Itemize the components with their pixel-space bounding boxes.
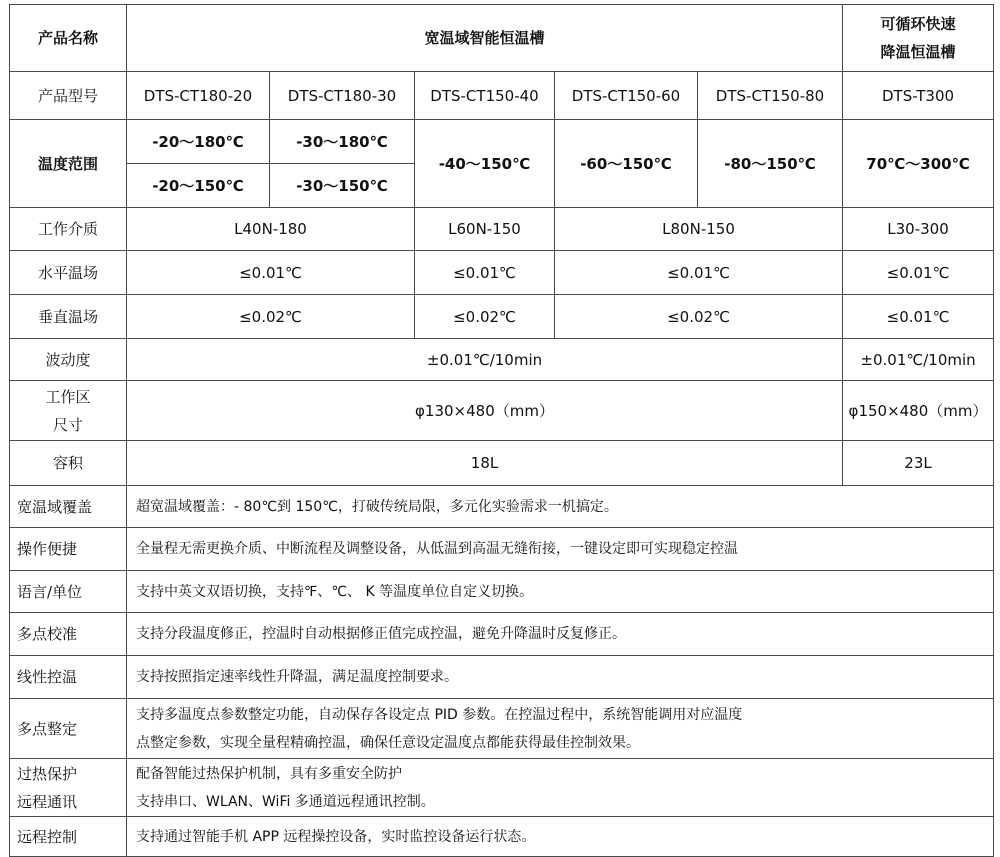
- feature-label-remote: 远程控制: [10, 817, 127, 857]
- feature-row-linear: [10, 656, 994, 699]
- feature-label-protection-line1: 过热保护: [17, 764, 78, 783]
- fast-title-line1: 可循环快速: [880, 15, 956, 33]
- feature-row-remote: [10, 817, 994, 857]
- work-size-label-line1: 工作区: [45, 387, 91, 406]
- vertical-field-ct150-40: ≤0.02℃: [415, 295, 555, 339]
- work-size-row: [10, 381, 994, 441]
- model-ct180-20: DTS-CT180-20: [127, 72, 270, 120]
- horizontal-field-row: [10, 251, 994, 295]
- work-size-ct-series: φ130×480（mm）: [127, 381, 843, 441]
- temp-range-label: 温度范围: [10, 120, 127, 208]
- horizontal-field-ct150-40: ≤0.01℃: [415, 251, 555, 295]
- horizontal-field-t300: ≤0.01℃: [843, 251, 994, 295]
- vertical-field-ct150-60-80: ≤0.02℃: [555, 295, 843, 339]
- feature-label-tuning: 多点整定: [10, 699, 127, 759]
- feature-text-calibration: 支持分段温度修正，控温时自动根据修正值完成控温，避免升降温时反复修正。: [127, 613, 994, 656]
- product-name-label: 产品名称: [10, 5, 127, 72]
- feature-text-tuning-line1: 支持多温度点参数整定功能，自动保存各设定点 PID 参数。在控温过程中，系统智能调用对应温度: [136, 706, 743, 723]
- feature-label-protection: [10, 759, 127, 817]
- vertical-field-t300: ≤0.01℃: [843, 295, 994, 339]
- fast-title-line2: 降温恒温槽: [880, 43, 956, 61]
- feature-text-tuning-line2: 点整定参数，实现全量程精确控温，确保任意设定温度点都能获得最佳控制效果。: [136, 734, 640, 751]
- medium-ct150-40: L60N-150: [415, 208, 555, 251]
- temp-ct150-40: -40～150℃: [415, 120, 555, 208]
- medium-label: 工作介质: [10, 208, 127, 251]
- feature-text-wide-range: 超宽温域覆盖：- 80℃到 150℃，打破传统局限，多元化实验需求一机搞定。: [127, 486, 994, 528]
- horizontal-field-label: 水平温场: [10, 251, 127, 295]
- header-row: [10, 5, 994, 72]
- feature-row-tuning: [10, 699, 994, 759]
- work-size-label-line2: 尺寸: [52, 415, 83, 434]
- group-title: 宽温域智能恒温槽: [127, 5, 843, 72]
- volume-row: [10, 441, 994, 486]
- feature-text-language: 支持中英文双语切换，支持℉、℃、 K 等温度单位自定义切换。: [127, 571, 994, 613]
- temp-ct180-20-b: -20～150℃: [127, 164, 270, 208]
- model-row: [10, 72, 994, 120]
- feature-text-protection-line1: 配备智能过热保护机制，具有多重安全防护: [136, 765, 402, 782]
- fluctuation-label: 波动度: [10, 339, 127, 381]
- temp-ct180-20-a: -20～180℃: [127, 120, 270, 164]
- medium-ct180: L40N-180: [127, 208, 415, 251]
- horizontal-field-ct150-60-80: ≤0.01℃: [555, 251, 843, 295]
- medium-ct150-60-80: L80N-150: [555, 208, 843, 251]
- fluctuation-row: [10, 339, 994, 381]
- feature-text-ease: 全量程无需更换介质、中断流程及调整设备，从低温到高温无缝衔接，一键设定即可实现稳定控温: [127, 528, 994, 571]
- vertical-field-label: 垂直温场: [10, 295, 127, 339]
- temp-ct180-30-a: -30～180℃: [270, 120, 415, 164]
- model-ct180-30: DTS-CT180-30: [270, 72, 415, 120]
- fluctuation-t300: ±0.01℃/10min: [843, 339, 994, 381]
- feature-row-language: [10, 571, 994, 613]
- feature-label-protection-line2: 远程通讯: [17, 792, 78, 811]
- volume-label: 容积: [10, 441, 127, 486]
- work-size-t300: φ150×480（mm）: [843, 381, 994, 441]
- vertical-field-ct180: ≤0.02℃: [127, 295, 415, 339]
- temp-t300: 70℃～300℃: [843, 120, 994, 208]
- feature-label-ease: 操作便捷: [10, 528, 127, 571]
- feature-row-ease: [10, 528, 994, 571]
- feature-row-calibration: [10, 613, 994, 656]
- model-ct150-40: DTS-CT150-40: [415, 72, 555, 120]
- model-label: 产品型号: [10, 72, 127, 120]
- feature-text-linear: 支持按照指定速率线性升降温，满足温度控制要求。: [127, 656, 994, 699]
- vertical-field-row: [10, 295, 994, 339]
- fast-cooling-title: [843, 5, 994, 72]
- feature-row-protection: [10, 759, 994, 817]
- feature-label-language: 语言/单位: [10, 571, 127, 613]
- temp-ct150-80: -80～150℃: [698, 120, 843, 208]
- feature-text-remote: 支持通过智能手机 APP 远程操控设备，实时监控设备运行状态。: [127, 817, 994, 857]
- feature-label-linear: 线性控温: [10, 656, 127, 699]
- feature-text-tuning: [127, 699, 994, 759]
- temp-range-row-a: [10, 120, 994, 164]
- temp-ct180-30-b: -30～150℃: [270, 164, 415, 208]
- feature-text-protection: [127, 759, 994, 817]
- horizontal-field-ct180: ≤0.01℃: [127, 251, 415, 295]
- feature-text-protection-line2: 支持串口、WLAN、WiFi 多通道远程通讯控制。: [136, 793, 435, 810]
- spec-table: [9, 4, 994, 857]
- fluctuation-ct-series: ±0.01℃/10min: [127, 339, 843, 381]
- temp-ct150-60: -60～150℃: [555, 120, 698, 208]
- volume-ct-series: 18L: [127, 441, 843, 486]
- feature-row-wide-range: [10, 486, 994, 528]
- model-t300: DTS-T300: [843, 72, 994, 120]
- model-ct150-80: DTS-CT150-80: [698, 72, 843, 120]
- feature-label-calibration: 多点校准: [10, 613, 127, 656]
- volume-t300: 23L: [843, 441, 994, 486]
- work-size-label: [10, 381, 127, 441]
- model-ct150-60: DTS-CT150-60: [555, 72, 698, 120]
- medium-row: [10, 208, 994, 251]
- medium-t300: L30-300: [843, 208, 994, 251]
- feature-label-wide-range: 宽温域覆盖: [10, 486, 127, 528]
